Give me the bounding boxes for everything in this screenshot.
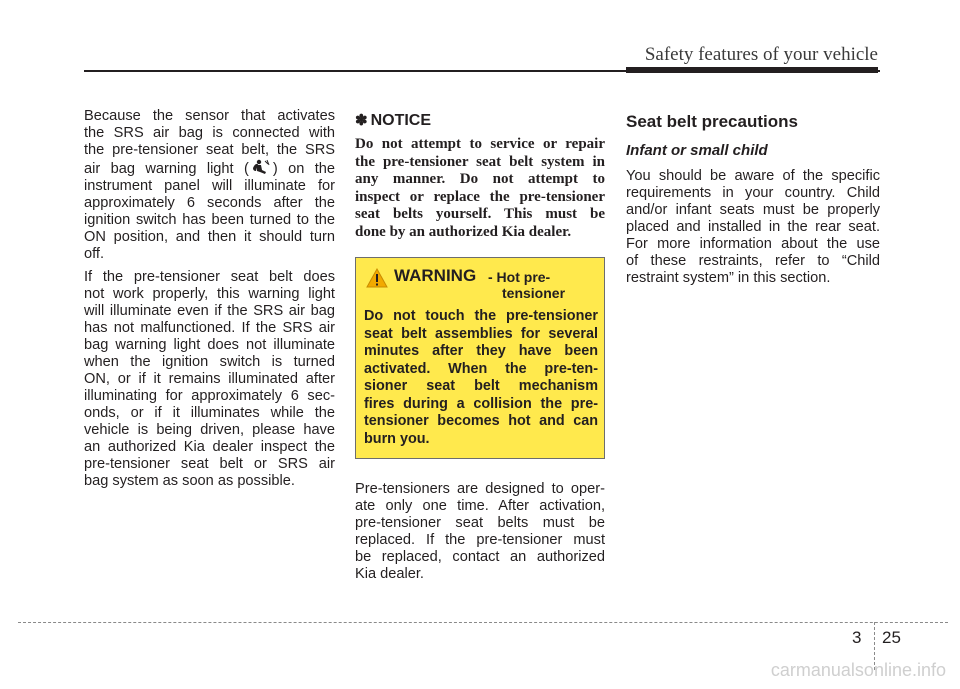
text-line: seat belt assemblies for several <box>364 325 598 342</box>
text-line: vehicle is being driven, please have <box>84 422 335 438</box>
text-line: the SRS air bag is connected with <box>84 125 335 141</box>
notice-label: NOTICE <box>370 112 432 129</box>
text-line: restraint system” in this section. <box>626 270 831 286</box>
text-line: and/or infant seats must be properly <box>626 202 880 218</box>
warning-subtitle-line2: tensioner <box>502 285 566 301</box>
text-line: If the pre-tensioner seat belt does <box>84 269 335 285</box>
text-line: Do not touch the pre-tensioner <box>364 308 598 324</box>
warning-subtitle-line1: - Hot pre- <box>488 269 551 285</box>
text-line: Because the sensor that activates <box>84 108 335 124</box>
text-line: pre-tensioner seat belt or SRS air <box>84 456 335 472</box>
airbag-warning-icon <box>250 159 272 177</box>
warning-triangle-icon <box>366 268 388 288</box>
warning-box <box>355 257 605 459</box>
notice-heading <box>355 112 605 130</box>
paragraph-airbag-sensor <box>84 108 335 263</box>
paragraph-pretensioner-replacement <box>355 481 605 583</box>
text-line: instrument panel will illuminate for <box>84 178 335 194</box>
text-line: pre-tensioner seat belts must be <box>355 515 605 531</box>
text-fragment: ) on the <box>272 161 335 177</box>
text-line: You should be aware of the specific <box>626 168 880 184</box>
text-line: will illuminate even if the SRS air bag <box>84 303 335 319</box>
text-line: burn you. <box>364 430 430 447</box>
text-line: tensioner becomes hot and can <box>364 413 598 429</box>
warning-body <box>364 308 598 448</box>
text-line: when the ignition switch is turned <box>84 354 335 370</box>
text-line: minutes after they have been <box>364 343 598 359</box>
text-line: For more information about the use <box>626 236 880 252</box>
text-line: off. <box>84 246 105 262</box>
text-line: has not malfunctioned. If the SRS air <box>84 320 335 336</box>
text-line: inspect or replace the pre-tensioner <box>355 188 605 205</box>
text-line: any manner. Do not attempt to <box>355 171 605 187</box>
text-line: the pre-tensioner seat belt, the SRS <box>84 142 335 158</box>
text-line: seat belts yourself. This must be <box>355 206 605 222</box>
text-line: Kia dealer. <box>355 566 424 582</box>
text-line: ignition switch has been turned to the <box>84 212 335 228</box>
column-3 <box>626 108 880 293</box>
chapter-number: 3 <box>852 628 862 647</box>
text-line: requirements in your country. Child <box>626 185 880 201</box>
section-title: Seat belt precautions <box>626 112 798 131</box>
text-line <box>84 159 335 178</box>
text-line: an authorized Kia dealer inspect the <box>84 439 335 455</box>
running-header: Safety features of your vehicle <box>644 44 878 65</box>
text-line: ON position, and then it should turn <box>84 229 335 245</box>
column-1 <box>84 108 335 496</box>
watermark: carmanualsonline.info <box>770 660 946 680</box>
text-line: ate only one time. After activation, <box>355 498 605 514</box>
warning-header <box>364 266 598 304</box>
text-line: placed and installed in the rear seat. <box>626 219 880 235</box>
text-line: be replaced, contact an authorized <box>355 549 605 565</box>
page-number: 25 <box>882 628 901 647</box>
notice-mark-icon: ✽ <box>355 112 368 129</box>
text-line: activated. When the pre-ten- <box>364 360 598 377</box>
text-line: approximately 6 seconds after the <box>84 195 335 211</box>
text-line: Do not attempt to service or repair <box>355 136 605 152</box>
text-line: bag warning light does not illuminate <box>84 337 335 353</box>
text-line: of these restraints, refer to “Child <box>626 253 880 269</box>
text-line: onds, or if it illuminates while the <box>84 405 335 421</box>
text-line: fires during a collision the pre- <box>364 395 598 412</box>
text-line: bag system as soon as possible. <box>84 473 295 489</box>
text-line: Pre-tensioners are designed to oper- <box>355 481 605 497</box>
footer-rule <box>18 622 948 623</box>
text-line: the pre-tensioner seat belt system in <box>355 153 605 170</box>
header-bar <box>626 67 878 73</box>
text-line: illuminating for approximately 6 sec- <box>84 388 335 404</box>
subsection-title: Infant or small child <box>626 142 768 159</box>
text-fragment: air bag warning light ( <box>84 161 249 177</box>
text-line: replaced. If the pre-tensioner must <box>355 532 605 548</box>
warning-word: WARNING <box>394 266 477 285</box>
text-line: done by an authorized Kia dealer. <box>355 223 572 240</box>
text-line: not work properly, this warning light <box>84 286 335 302</box>
paragraph-warning-light <box>84 269 335 490</box>
column-2 <box>355 108 605 589</box>
paragraph-child-restraint <box>626 168 880 287</box>
text-line: ON, or if it remains illuminated after <box>84 371 335 387</box>
notice-body <box>355 136 605 241</box>
text-line: sioner seat belt mechanism <box>364 378 598 394</box>
